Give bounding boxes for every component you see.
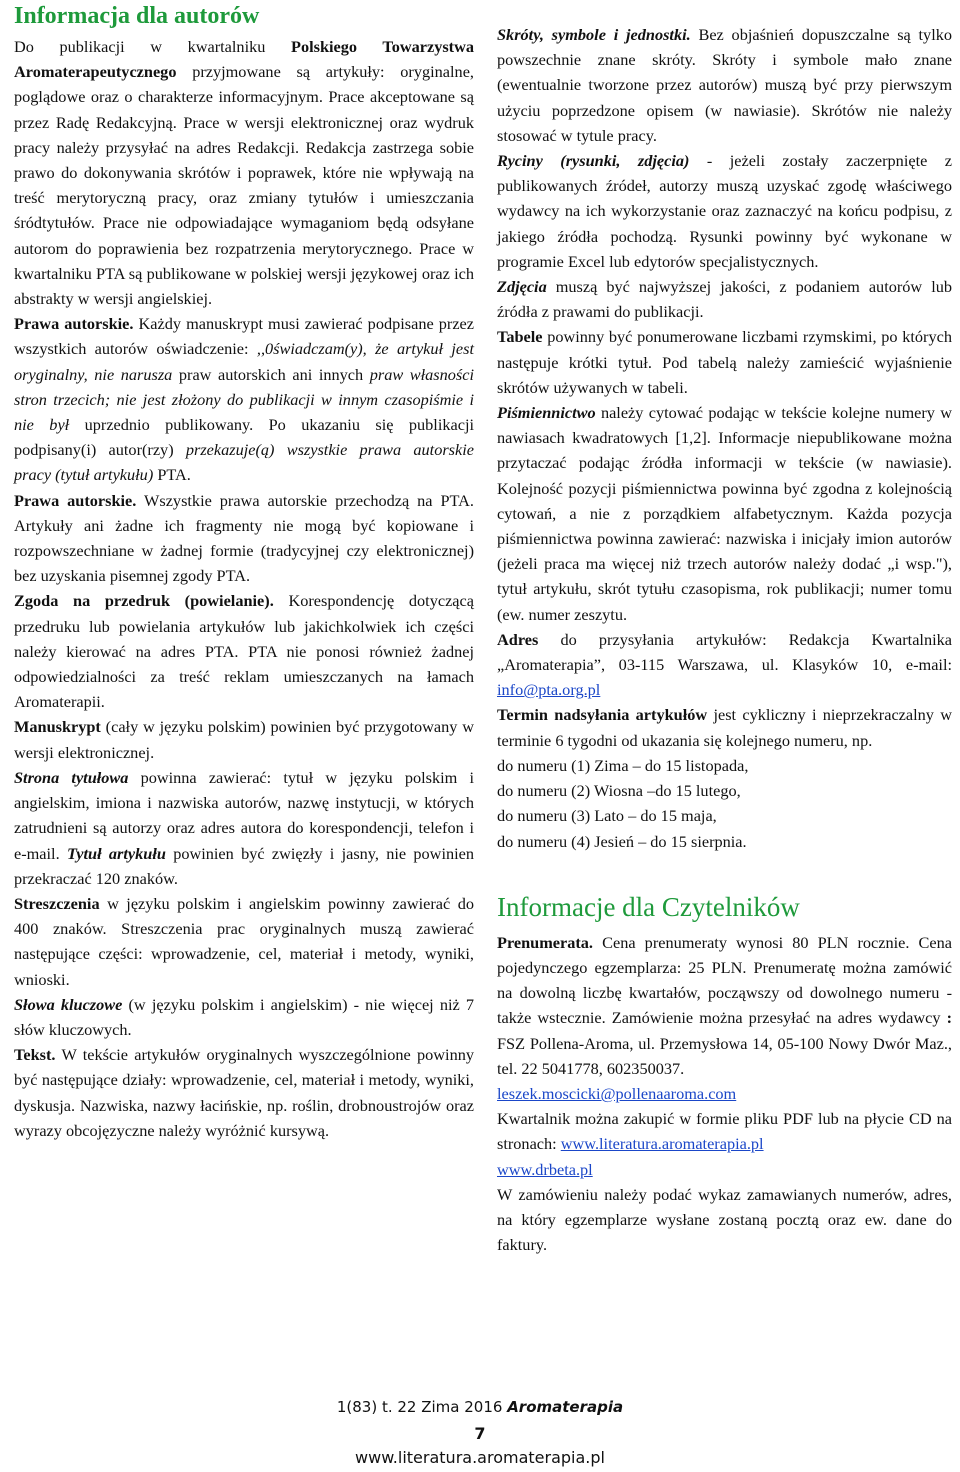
intro-text-2: przyjmowane są artykuły: oryginalne, poglądowe oraz o charakterze informacyjnym. Prace akceptowane są przez Radę Redakcyjną. Prace w wersji elektronicznej oraz wydruk pracy należy przysyłać na adres Redakcji. Redakcja zastrzega sobie prawo do dokonywania skrótów i poprawek, które nie wpływają na treść merytoryczną pracy, oraz zmiany tytułów i umieszczania śródtytułów. Prace nie odpowiadające wymaganiom będą odsyłane autorom do poprawienia bez rozpatrzenia merytorycznego. Prace w kwartalniku PTA są publikowane w polskiej wersji językowej oraz ich abstrakty w wersji angielskiej. xyxy=(14,62,474,309)
title-page-text-1: powinna zawierać: tytuł w języku polskim i angielskim, imiona i nazwiska autorów, nazwę instytucji, w których zatrudnieni są autorzy oraz adres autora do korespondencji, telefon i e-mail. xyxy=(14,767,474,863)
abstracts-text: w języku polskim i angielskim powinny zawierać do 400 znaków. Streszczenia prac oryginalnych muszą zawierać następujące części: wprowadzenie, cel, materiał i metody, wyniki, wnioski. xyxy=(14,893,474,989)
keywords-paragraph xyxy=(14,992,474,1042)
footer-issue-line xyxy=(0,1398,960,1416)
copyright-label: Prawa autorskie. xyxy=(14,314,134,334)
subscription-paragraph xyxy=(497,930,952,1081)
manuscript-text: (cały w języku polskim) powinien być przygotowany w wersji elektronicznej. xyxy=(14,717,474,762)
copyright-transfer-text: Wszystkie prawa autorskie przechodzą na PTA. Artykuły ani żadne ich fragmenty nie mogą być kopiowane i rozpowszechniane w żadnej formie (tradycyjnej czy elektronicznej) bez uzyskania pisemnej zgody PTA. xyxy=(14,490,474,586)
readers-info-heading: Informacje dla Czytelników xyxy=(497,891,800,922)
deadline-text: jest cykliczny i nieprzekraczalny w terminie 6 tygodni od ukazania się kolejnego numeru, np. xyxy=(497,705,952,750)
deadline-label: Termin nadsyłania artykułów xyxy=(497,705,708,725)
deadline-item: do numeru (4) Jesień – do 15 sierpnia. xyxy=(497,831,747,851)
journal-name: Polskiego Towarzystwa Aromaterapeutycznego xyxy=(14,37,475,82)
manuscript-paragraph xyxy=(14,714,474,764)
subscription-address: FSZ Pollena-Aroma, ul. Przemysłowa 14, 05-100 Nowy Dwór Maz., tel. 22 5041778, 602350037. xyxy=(497,1033,952,1078)
address-label: Adres xyxy=(497,629,539,649)
abstracts-label: Streszczenia xyxy=(14,893,100,913)
intro-text-1: Do publikacji w kwartalniku xyxy=(14,37,291,56)
subscription-text: Cena prenumeraty wynosi 80 PLN rocznie. Cena pojedynczego egzemplarza: 25 PLN. Prenumeratę można zamówić na dowolną liczbę kwartałów, począwszy od dowolnego numeru - także wstecznie. Zamówienie można przesyłać na adres wydawcy xyxy=(497,932,952,1028)
copyright-text-3: uprzednio publikowany. Po ukazaniu się publikacji podpisany(i) autor(rzy) xyxy=(14,415,474,460)
reprint-paragraph xyxy=(14,588,474,714)
keywords-text: (w języku polskim i angielskim) - nie więcej niż 7 słów kluczowych. xyxy=(14,994,474,1039)
references-label: Piśmiennictwo xyxy=(497,403,596,423)
pdf-paragraph xyxy=(497,1106,952,1156)
subscription-colon: : xyxy=(946,1008,952,1028)
deadline-item: do numeru (2) Wiosna –do 15 lutego, xyxy=(497,781,741,801)
copyright-text-2: praw autorskich ani innych xyxy=(172,364,370,384)
references-paragraph xyxy=(497,400,952,627)
declaration-italic-3: przekazuje(ą) wszystkie prawa autorskie pracy (tytuł artykułu) xyxy=(14,440,474,485)
figures-text: - jeżeli zostały zaczerpnięte z publikowanych źródeł, autorzy muszą uzyskać zgodę właściwego wydawcy na ich wykorzystanie oraz zaznaczyć na końcu podpisu, z jakiego źródła pochodzą. Rysunki powinny być wykonane w programie Excel lub edytorów specjalistycznych. xyxy=(497,151,952,271)
drbeta-line xyxy=(497,1157,952,1182)
footer-url: www.literatura.aromaterapia.pl xyxy=(355,1448,605,1467)
photos-label: Zdjęcia xyxy=(497,277,547,297)
deadline-item: do numeru (3) Lato – do 15 maja, xyxy=(497,806,717,826)
copyright-label-2: Prawa autorskie. xyxy=(14,490,137,510)
figures-paragraph xyxy=(497,148,952,274)
right-column xyxy=(497,0,952,1257)
abbreviations-label: Skróty, symbole i jednostki. xyxy=(497,25,691,44)
subscription-email-link[interactable]: leszek.moscicki@pollenaaroma.com xyxy=(497,1083,737,1103)
address-text: do przysyłania artykułów: Redakcja Kwartalnika „Aromaterapia”, 03-115 Warszawa, ul. Klasyków 10, e-mail: xyxy=(497,629,952,675)
intro-paragraph xyxy=(14,34,474,311)
drbeta-link[interactable]: www.drbeta.pl xyxy=(497,1159,593,1179)
tables-text: powinny być ponumerowane liczbami rzymskimi, po których następuje krótki tytuł. Pod tabelą należy zamieścić wyjaśnienie skrótów używanych w tabeli. xyxy=(497,327,952,397)
editorial-email-link[interactable]: info@pta.org.pl xyxy=(497,680,601,700)
aromaterapia-logo: Aromaterapia xyxy=(507,1398,624,1416)
copyright-text-4: PTA. xyxy=(153,465,191,485)
subscription-email-line xyxy=(497,1081,952,1106)
tables-paragraph xyxy=(497,324,952,400)
declaration-italic-2: praw własności stron trzecich; nie jest złożony do publikacji w innym czasopiśmie i nie był xyxy=(14,364,475,435)
left-column xyxy=(14,0,474,1143)
tables-label: Tabele xyxy=(497,327,543,347)
text-section-label: Tekst. xyxy=(14,1045,56,1065)
figures-label: Ryciny (rysunki, zdjęcia) xyxy=(497,151,690,171)
declaration-italic-1: ,,0świadczam(y), że artykuł jest oryginalny, nie narusza xyxy=(14,339,474,384)
keywords-label: Słowa kluczowe xyxy=(14,994,123,1014)
title-page-text-2: powinien być zwięzły i jasny, nie powinien przekraczać 120 znaków. xyxy=(14,843,474,888)
references-text: należy cytować podając w tekście kolejne numery w nawiasach kwadratowych [1,2]. Informacje niepublikowane można przytaczać podając źródła informacji w tekście (w nawiasie). Kolejność pozycji piśmiennictwa powinna być zgodna z kolejnością cytowań, a nie z porządkiem alfabetycznym. Każda pozycja piśmiennictwa powinna zawierać: nazwiska i inicjały imion autorów (jeżeli praca ma więcej niż trzech autorów należy dodać „i wsp."), tytuł artykułu, skrót tytułu czasopisma, rok publikacji; numer tomu (ew. numer zeszytu. xyxy=(497,403,952,624)
issue-label: 1(83) t. 22 Zima 2016 xyxy=(336,1398,503,1416)
reprint-label: Zgoda na przedruk (powielanie). xyxy=(14,591,274,611)
deadline-item: do numeru (1) Zima – do 15 listopada, xyxy=(497,755,749,775)
copyright-text-1: Każdy manuskrypt musi zawierać podpisane przez wszystkich autorów oświadczenie: xyxy=(14,314,475,359)
abbreviations-paragraph xyxy=(497,22,952,148)
deadline-paragraph xyxy=(497,702,952,752)
text-section-paragraph xyxy=(14,1042,474,1143)
photos-paragraph xyxy=(497,274,952,324)
authors-info-heading: Informacja dla autorów xyxy=(14,3,260,29)
copyright-transfer-paragraph xyxy=(14,488,474,589)
manuscript-label: Manuskrypt xyxy=(14,717,101,737)
photos-text: muszą być najwyższej jakości, z podaniem autorów lub źródła z prawami do publikacji. xyxy=(497,277,952,322)
literatura-link[interactable]: www.literatura.aromaterapia.pl xyxy=(560,1134,764,1154)
article-title-label: Tytuł artykułu xyxy=(66,843,166,863)
title-page-label: Strona tytułowa xyxy=(14,767,129,787)
reprint-text: Korespondencję dotyczącą przedruku lub powielania artykułów lub jakichkolwiek ich części należy kierować na adres PTA. PTA nie ponosi również żadnej odpowiedzialności za treść reklam umieszczanych na łamach Aromaterapii. xyxy=(14,591,474,712)
subscription-label: Prenumerata. xyxy=(497,932,594,952)
page-number: 7 xyxy=(474,1424,486,1443)
abstracts-paragraph xyxy=(14,891,474,992)
text-section-text: W tekście artykułów oryginalnych wyszczególnione powinny być następujące działy: wprowadzenie, cel, materiał i metody, wyniki, dyskusja. Nazwiska, nazwy łacińskie, np. roślin, drobnoustrojów oraz wyrazy obcojęzyczne należy wyróżnić kursywą. xyxy=(14,1045,474,1140)
abbreviations-text: Bez objaśnień dopuszczalne są tylko powszechnie znane skróty. Skróty i symbole mało znane (ewentualnie tworzone przez autorów) muszą być przy pierwszym użyciu poprzedzone opisem (w nawiasie). Skrótów nie należy stosować w tytule pracy. xyxy=(497,25,953,145)
title-page-paragraph xyxy=(14,765,474,891)
copyright-statement-paragraph xyxy=(14,311,474,487)
pdf-text: Kwartalnik można zakupić w formie pliku PDF lub na płycie CD na stronach: xyxy=(497,1109,952,1154)
order-paragraph: W zamówieniu należy podać wykaz zamawianych numerów, adres, na który egzemplarze wysłane zostaną pocztą oraz ew. dane do faktury. xyxy=(497,1184,952,1255)
address-paragraph xyxy=(497,627,952,703)
